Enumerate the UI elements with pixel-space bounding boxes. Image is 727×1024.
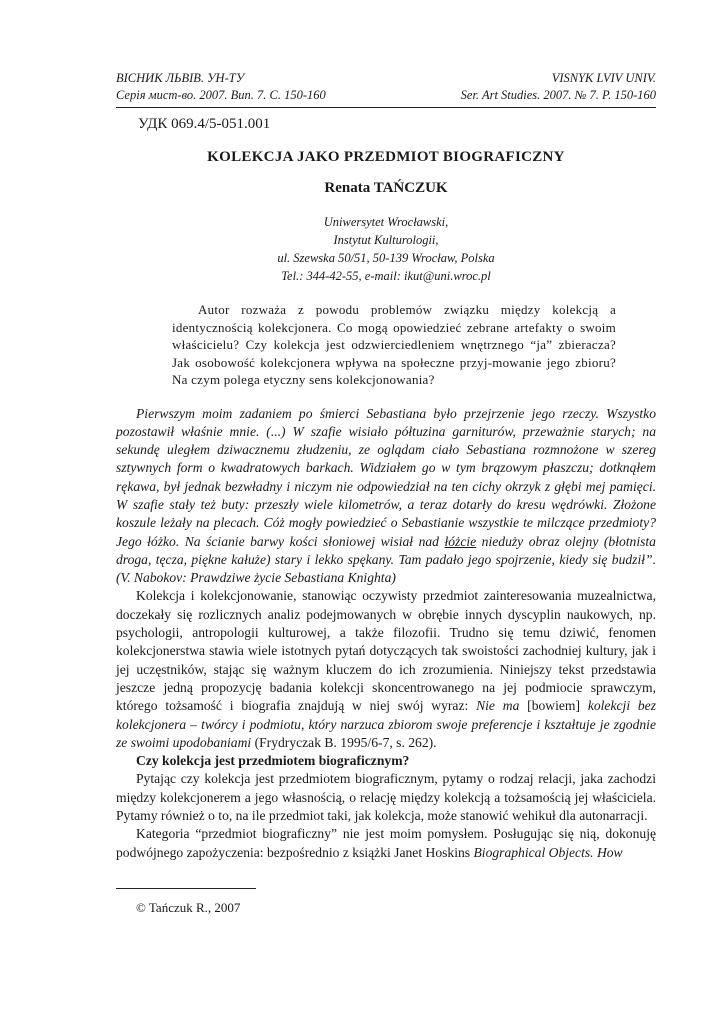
paragraph-text: [bowiem] [519,698,588,714]
header-right-line2: Ser. Art Studies. 2007. № 7. P. 150-160 [460,88,656,102]
epigraph [116,405,656,588]
paragraph-quote: kolekcji bez kolekcjonera – twórcy i podmiotu, który narzuca zbiorom swoje preferencje i kształtuje je zgodnie ze swoimi upodobaniami [116,698,657,750]
header-rule [116,107,656,108]
paragraph-italic: Nie ma [476,698,520,714]
udk-code: УДК 069.4/5-051.001 [138,116,271,132]
header-right-line1: VISNYK LVIV UNIV. [551,71,656,85]
header-left-line2: Серія мист-во. 2007. Вип. 7. С. 150-160 [116,88,326,102]
abstract: Autor rozważa z powodu problemów związku między kolekcją a identycznością kolekcjonera. Co mogą opowiedzieć zebrane artefakty o swoim właścicielu? Czy kolekcja jest odzwierciedleniem wnętrznego “ja” zbieracza? Jak osobowość kolekcjonera wpływa na społeczne przyj-mowanie jego zbioru? Na czym polega etyczny sens kolekcjonowania? [172,302,616,387]
article-title: KOLEKCJA JAKO PRZEDMIOT BIOGRAFICZNY [207,149,565,165]
header-left [116,70,326,104]
affiliation [116,213,656,285]
epigraph-underlined-word: łóżcie [444,533,477,549]
affiliation-address: ul. Szewska 50/51, 50-139 Wrocław, Polska [277,251,495,265]
header-left-line1: ВІСНИК ЛЬВІВ. УН-ТУ [116,71,245,85]
article-body [116,405,656,862]
affiliation-line: Instytut Kulturologii, [333,233,439,247]
footnote-rule [116,888,256,889]
paragraph-text: Kolekcja i kolekcjonowanie, stanowiąc oczywisty przedmiot zainteresowania muzealnictwa, doczekały się rozlicznych analiz podejmowanych w obrębie innych dyscyplin naukowych, np. psychologii, antropologii kulturowej, a także filozofii. Trudno się temu dziwić, fenomen kolekcjonerstwa stawia wiele istotnych pytań dotyczących tak swoistości zachodniej kultury, jak i jej uczęstników, stając się ważnym kluczem do ich zrozumienia. Niniejszy tekst przedstawia jeszcze jedną propozycję badania kolekcji skoncentrowanego na jej podmiocie sprawczym, którego tożsamość i biografia znajdują w niej swój wyraz: [116,588,656,714]
section-heading: Czy kolekcja jest przedmiotem biograficznym? [136,753,410,769]
paragraph [116,825,656,862]
journal-page [116,70,657,915]
paragraph: Pytając czy kolekcja jest przedmiotem biograficznym, pytamy o rodzaj relacji, jaka zachodzi między kolekcjonerem a jego własnością, o relację między kolekcją a tożsamością jej właściciela. Pytamy również o to, na ile przedmiot taki, jak kolekcja, może stanowić wehikuł dla autonarracji. [116,771,656,824]
header-right [461,70,656,104]
paragraph-text: Kategoria “przedmiot biograficzny” nie jest moim pomysłem. Posługując się nią, dokonuję podwójnego zapożyczenia: bezpośrednio z książki Janet Hoskins [116,826,656,860]
affiliation-contact: Tel.: 344-42-55, e-mail: ikut@uni.wroc.pl [281,269,491,283]
affiliation-line: Uniwersytet Wrocławski, [323,215,449,229]
epigraph-text: Pierwszym moim zadaniem po śmierci Sebastiana było przejrzenie jego rzeczy. Wszystko pozostawił właśnie mnie. (...) W szafie wisiało półtuzina garniturów, przeważnie starych; na sekundę uległem dziwacznemu złudzeniu, ze oglądam ciało Sebastiana rozmnożone w szereg sztywnych form o kwadratowych barkach. Widziałem go w tym brązowym płaszczu; dotknąłem rękawa, był jednak bezwładny i niczym nie odpowiedział na ten cichy okrzyk z głębi mej pamięci. W szafie stały też buty: przeszły wiele kilometrów, a teraz dotarły do kresu wędrówki. Złożone koszule leżały na plecach. Cóż mogły powiedzieć o Sebastianie wszystkie te milczące przedmioty? Jego łóżko. Na ścianie barwy kości słoniowej wisiał nad [116,405,656,549]
copyright-footnote: © Tańczuk R., 2007 [136,900,241,915]
running-header [116,70,656,104]
paragraph-italic-title: Biographical Objects. How [473,844,623,860]
paragraph-citation: (Frydryczak B. 1995/6-7, s. 262). [251,734,437,750]
author-name: Renata TAŃCZUK [324,180,448,196]
epigraph-text-end: nieduży obraz olejny (błotnista droga, tęcza, piękne kałuże) stary i lekko spękany. Tam padało jego spojrzenie, kiedy się budził”. (V. Nabokov: Prawdziwe życie Sebastiana Knighta) [116,533,656,586]
paragraph [116,587,656,752]
